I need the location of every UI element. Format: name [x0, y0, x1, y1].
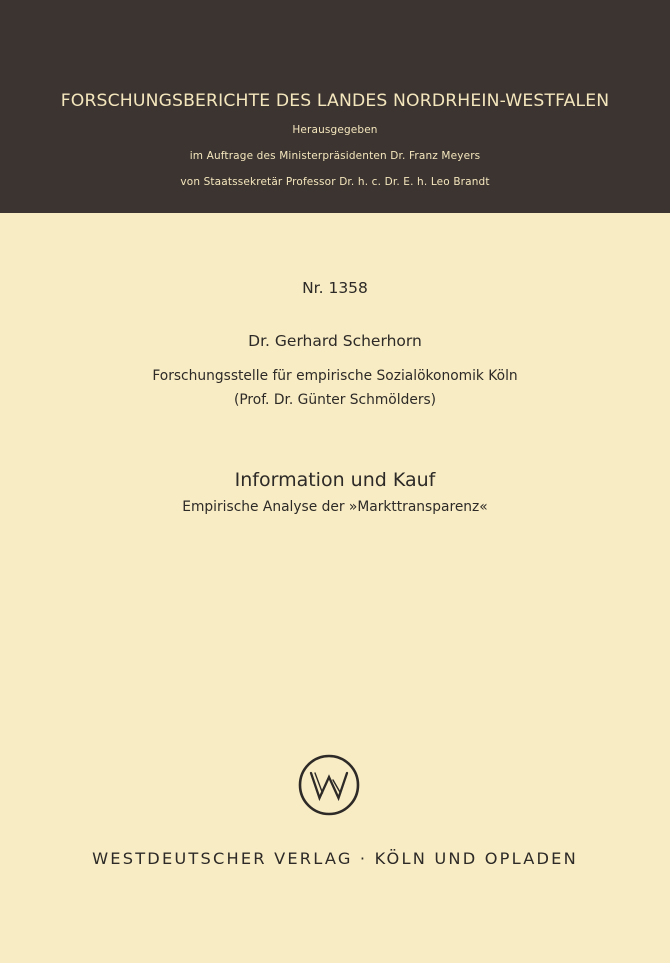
report-number: Nr. 1358 — [302, 279, 368, 297]
author-name: Dr. Gerhard Scherhorn — [248, 332, 422, 350]
series-title: FORSCHUNGSBERICHTE DES LANDES NORDRHEIN-WESTFALEN — [60, 91, 610, 111]
publisher-logo-icon — [297, 753, 361, 817]
editor-line-3: von Staatssekretär Professor Dr. h. c. Dr. E. h. Leo Brandt — [180, 176, 490, 188]
editor-line-1: Herausgegeben — [292, 124, 378, 136]
book-subtitle: Empirische Analyse der »Markttransparenz« — [182, 499, 488, 515]
series-header-band — [0, 0, 670, 213]
editor-line-2: im Auftrage des Ministerpräsidenten Dr. Franz Meyers — [189, 150, 481, 162]
publisher-line: WESTDEUTSCHER VERLAG · KÖLN UND OPLADEN — [92, 849, 578, 868]
affiliation-line-2: (Prof. Dr. Günter Schmölders) — [233, 392, 437, 408]
affiliation-line-1: Forschungsstelle für empirische Sozialökonomik Köln — [152, 368, 518, 384]
book-title: Information und Kauf — [234, 469, 436, 491]
